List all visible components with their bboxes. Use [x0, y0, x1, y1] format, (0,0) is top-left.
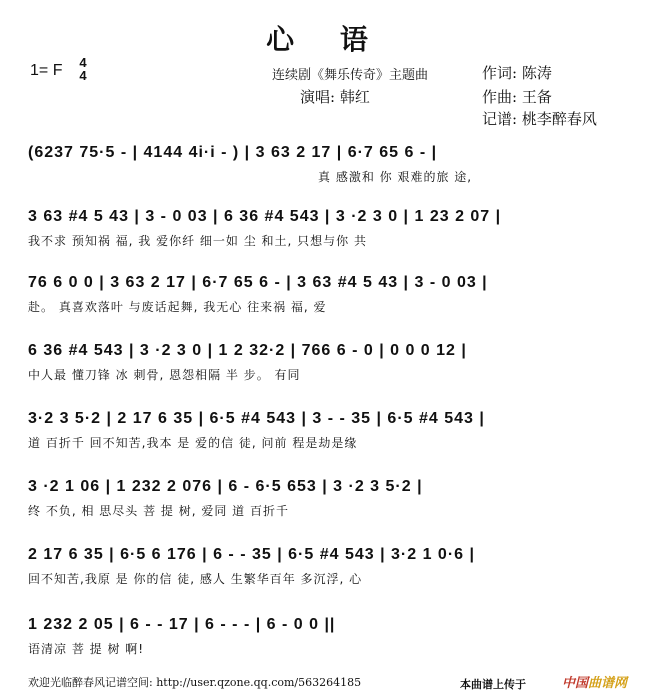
- numbered-notes: 1 232 2 05 | 6 - - 17 | 6 - - - | 6 - 0 0 ||: [28, 616, 336, 633]
- numbered-notes: 3 ·2 1 06 | 1 232 2 076 | 6 - 6·5 653 | 3 ·2 3 5·2 |: [28, 478, 423, 495]
- footer-text: 欢迎光临醉春风记谱空间: http://user.qzone.qq.com/563264185: [28, 676, 362, 689]
- lyrics-line: 语清凉 菩 提 树 啊!: [28, 642, 145, 656]
- lyrics-line: 赴。 真喜欢落叶 与废话起舞, 我无心 往来祸 福, 爱: [28, 300, 327, 314]
- key-signature: 1= F: [30, 62, 63, 79]
- lyricist-credit: 作词: 陈涛: [482, 64, 552, 82]
- site-logo: [562, 672, 627, 691]
- lyrics-line: 回不知苦,我原 是 你的信 徒, 感人 生繁华百年 多沉浮, 心: [28, 572, 363, 586]
- upload-note: 本曲谱上传于: [460, 678, 526, 691]
- transcriber-credit: 记谱: 桃李醉春风: [482, 110, 597, 128]
- lyrics-line: 真 感激和 你 艰难的旅 途,: [318, 170, 473, 184]
- logo-part-b: 曲谱网: [588, 676, 628, 691]
- meter-top: 4: [79, 55, 87, 70]
- numbered-notes: 6 36 #4 543 | 3 ·2 3 0 | 1 2 32·2 | 766 6 - 0 | 0 0 0 12 |: [28, 342, 467, 359]
- song-title: 心 语: [266, 23, 386, 56]
- time-signature: [76, 56, 90, 82]
- numbered-notes: 2 17 6 35 | 6·5 6 176 | 6 - - 35 | 6·5 #4 543 | 3·2 1 0·6 |: [28, 546, 475, 563]
- singer-credit: 演唱: 韩红: [300, 88, 370, 106]
- lyrics-line: 终 不负, 相 思尽头 菩 提 树, 爱同 道 百折千: [28, 504, 289, 518]
- meter-bottom: 4: [79, 68, 87, 83]
- lyrics-line: 我不求 预知祸 福, 我 爱你纤 细一如 尘 和土, 只想与你 共: [28, 234, 367, 248]
- numbered-notes: 3 63 #4 5 43 | 3 - 0 03 | 6 36 #4 543 | 3 ·2 3 0 | 1 23 2 07 |: [28, 208, 502, 225]
- numbered-notes: 76 6 0 0 | 3 63 2 17 | 6·7 65 6 - | 3 63 #4 5 43 | 3 - 0 03 |: [28, 274, 488, 291]
- logo-part-a: 中国: [562, 676, 589, 691]
- numbered-notes: (6237 75·5 - | 4144 4i·i - ) | 3 63 2 17 | 6·7 65 6 - |: [28, 144, 438, 161]
- composer-credit: 作曲: 王备: [482, 88, 552, 106]
- numbered-notes: 3·2 3 5·2 | 2 17 6 35 | 6·5 #4 543 | 3 - - 35 | 6·5 #4 543 |: [28, 410, 485, 427]
- subtitle: 连续剧《舞乐传奇》主题曲: [272, 68, 429, 83]
- lyrics-line: 道 百折千 回不知苦,我本 是 爱的信 徒, 问前 程是劫是缘: [28, 436, 358, 450]
- lyrics-line: 中人最 懂刀锋 冰 刺骨, 恩怨相隔 半 步。 有同: [28, 368, 301, 382]
